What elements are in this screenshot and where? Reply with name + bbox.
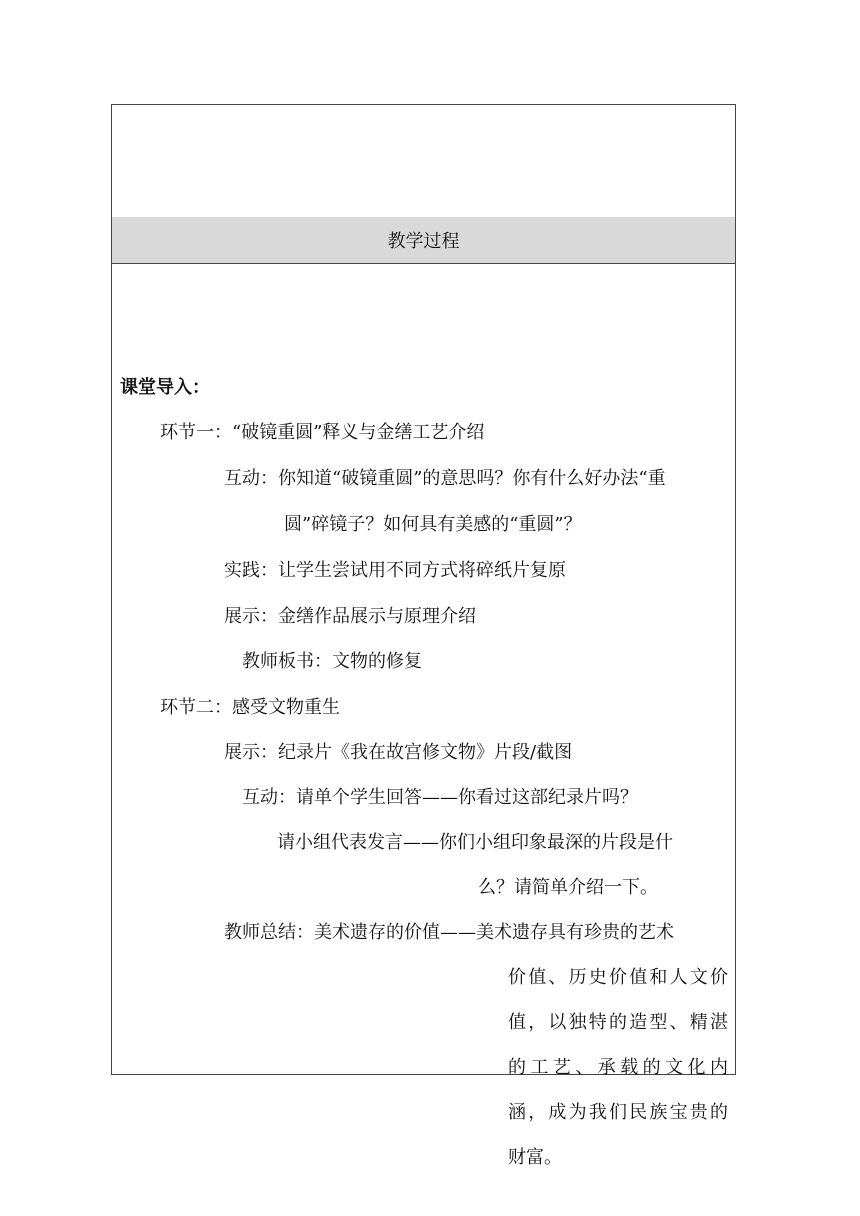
link1-interaction-line1: 互动：你知道“破镜重圆”的意思吗？你有什么好办法“重 bbox=[224, 468, 666, 489]
link2-summary-line3: 值，以独特的造型、精湛 bbox=[508, 1012, 728, 1033]
link1-interaction-line2: 圆”碎镜子？如何具有美感的“重圆”？ bbox=[284, 514, 582, 535]
link2-summary-line1: 教师总结：美术遗存的价值——美术遗存具有珍贵的艺术 bbox=[224, 922, 674, 943]
link2-interaction2-line1: 请小组代表发言——你们小组印象最深的片段是什 bbox=[277, 832, 673, 853]
link2-interaction2-line2: 么？请简单介绍一下。 bbox=[478, 877, 658, 898]
link1-board: 教师板书：文物的修复 bbox=[242, 651, 422, 672]
link2-interaction1: 互动：请单个学生回答——你看过这部纪录片吗？ bbox=[242, 787, 638, 808]
lesson-table bbox=[111, 104, 736, 1168]
section-title: 课堂导入： bbox=[120, 377, 210, 398]
table-content-cell bbox=[112, 264, 735, 1168]
link1-practice: 实践：让学生尝试用不同方式将碎纸片复原 bbox=[224, 560, 566, 581]
teaching-process-heading: 教学过程 bbox=[387, 231, 460, 252]
table-top-cell bbox=[112, 105, 735, 218]
link1-display: 展示：金缮作品展示与原理介绍 bbox=[224, 606, 476, 627]
link2-title: 环节二：感受文物重生 bbox=[160, 697, 340, 718]
link1-title: 环节一：“破镜重圆”释义与金缮工艺介绍 bbox=[160, 422, 485, 443]
link2-summary-line4: 的工艺、承载的文化内 bbox=[508, 1057, 728, 1078]
link2-summary-line6: 财富。 bbox=[508, 1147, 562, 1168]
table-header-cell bbox=[112, 217, 735, 264]
link2-summary-line2: 价值、历史价值和人文价 bbox=[508, 967, 728, 988]
link2-display: 展示：纪录片《我在故宫修文物》片段/截图 bbox=[224, 742, 573, 763]
link2-summary-line5: 涵，成为我们民族宝贵的 bbox=[508, 1102, 728, 1123]
